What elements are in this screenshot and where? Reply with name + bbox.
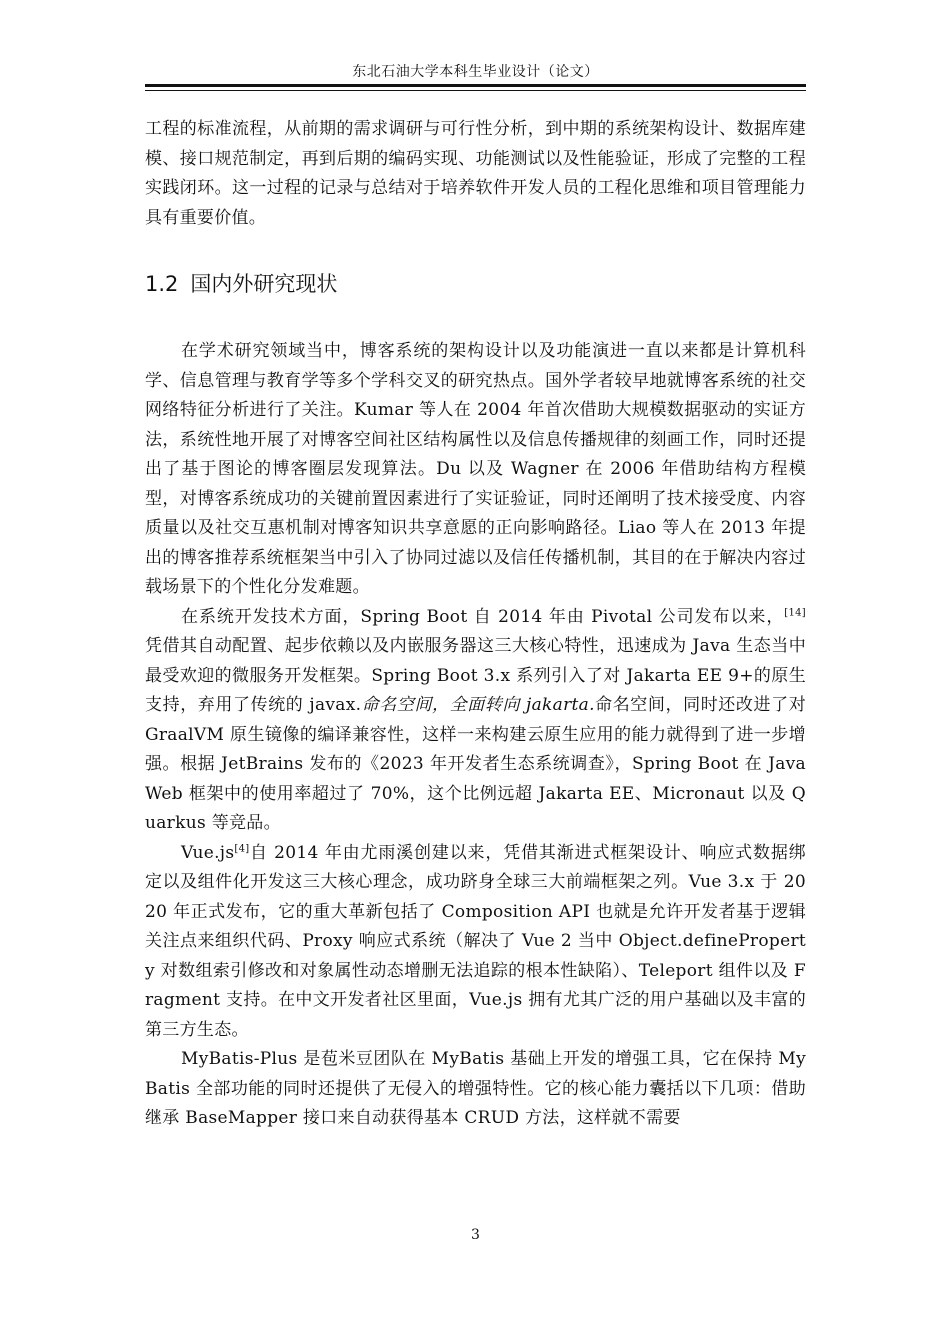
page-number: 3 (471, 1227, 480, 1243)
paragraph-vue-text-a: Vue.js (181, 842, 235, 863)
paragraph-spring-boot-text-b: 凭借其自动配置、起步依赖以及内嵌服务器这三大核心特性，迅速成为 Java 生态当中最受欢迎的微服务开发框架。Spring Boot 3.x 系列引入了对 Jakarta EE 9+的原生支持，弃用了传统的 javax. (145, 636, 806, 715)
paragraph-vue (145, 839, 806, 1046)
intro-paragraph: 工程的标准流程，从前期的需求调研与可行性分析，到中期的系统架构设计、数据库建模、接口规范制定，再到后期的编码实现、功能测试以及性能验证，形成了完整的工程实践闭环。这一过程的记录与总结对于培养软件开发人员的工程化思维和项目管理能力具有重要价值。 (145, 119, 806, 228)
header-rule-thin (145, 90, 806, 91)
section-heading (145, 233, 806, 337)
section-number: 1.2 (145, 272, 179, 296)
paragraph-spring-boot-italic: 命名空间，全面转向 jakarta. (361, 695, 595, 715)
body-text (145, 115, 806, 1134)
paragraph-vue-text-b: 自 2014 年由尤雨溪创建以来，凭借其渐进式框架设计、响应式数据绑定以及组件化开发这三大核心理念，成功跻身全球三大前端框架之列。Vue 3.x 于 2020 年正式发布，它的重大革新包括了 Composition API 也就是允许开发者基于逻辑关注点来组织代码、Proxy 响应式系统（解决了 Vue 2 当中 Object.defineProperty 对数组索引修改和对象属性动态增删无法追踪的根本性缺陷）、Teleport 组件以及 Fragment 支持。在中文开发者社区里面，Vue.js 拥有尤其广泛的用户基础以及丰富的第三方生态。 (145, 842, 806, 1040)
citation-14: [14] (784, 606, 806, 618)
header-rule-thick (145, 84, 806, 87)
running-header: 东北石油大学本科生毕业设计（论文） (352, 64, 599, 80)
paragraph-mybatis-plus: MyBatis-Plus 是苞米豆团队在 MyBatis 基础上开发的增强工具，它在保持 MyBatis 全部功能的同时还提供了无侵入的增强特性。它的核心能力囊括以下几项：借助继承 BaseMapper 接口来自动获得基本 CRUD 方法，这样就不需要 (145, 1049, 806, 1128)
paragraph-spring-boot-text-a: 在系统开发技术方面，Spring Boot 自 2014 年由 Pivotal 公司发布以来， (181, 606, 785, 627)
citation-4: [4] (234, 842, 250, 854)
section-title: 国内外研究现状 (190, 272, 338, 296)
paragraph-blog-research: 在学术研究领域当中，博客系统的架构设计以及功能演进一直以来都是计算机科学、信息管理与教育学等多个学科交叉的研究热点。国外学者较早地就博客系统的社交网络特征分析进行了关注。Kumar 等人在 2004 年首次借助大规模数据驱动的实证方法，系统性地开展了对博客空间社区结构属性以及信息传播规律的刻画工作，同时还提出了基于图论的博客圈层发现算法。Du 以及 Wagner 在 2006 年借助结构方程模型，对博客系统成功的关键前置因素进行了实证验证，同时还阐明了技术接受度、内容质量以及社交互惠机制对博客知识共享意愿的正向影响路径。Liao 等人在 2013 年提出的博客推荐系统框架当中引入了协同过滤以及信任传播机制，其目的在于解决内容过载场景下的个性化分发难题。 (145, 341, 806, 597)
paragraph-spring-boot (145, 603, 806, 839)
paragraph-spring-boot-text-c: 命名空间，同时还改进了对 GraalVM 原生镜像的编译兼容性，这样一来构建云原生应用的能力就得到了进一步增强。根据 JetBrains 发布的《2023 年开发者生态系统调查》，Spring Boot 在 Java Web 框架中的使用率超过了 70%，这个比例远超 Jakarta EE、Micronaut 以及 Quarkus 等竞品。 (145, 695, 806, 833)
